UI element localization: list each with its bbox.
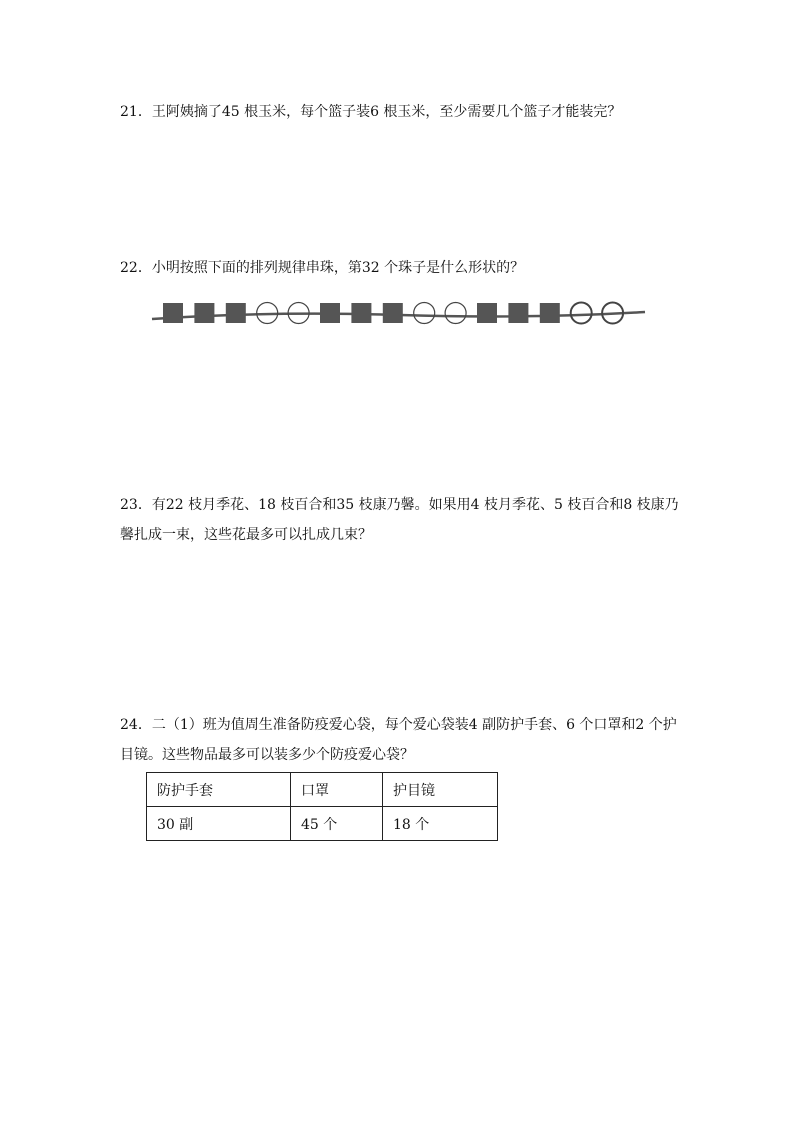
bead-square [320, 303, 340, 323]
bead-circle [445, 303, 466, 324]
cell-goggles: 18 个 [383, 807, 498, 841]
table-row [147, 807, 498, 841]
bead-square [194, 303, 214, 323]
question-21: 21．王阿姨摘了45 根玉米，每个篮子装6 根玉米，至少需要几个篮子才能装完？ [120, 104, 622, 120]
bead-circle [414, 303, 435, 324]
bead-group [163, 303, 623, 324]
header-gloves: 防护手套 [147, 773, 291, 807]
bead-square [383, 303, 403, 323]
cell-gloves: 30 副 [147, 807, 291, 841]
cell-masks: 45 个 [291, 807, 383, 841]
bead-square [351, 303, 371, 323]
bead-square [226, 303, 246, 323]
supply-table [146, 772, 498, 841]
bead-square [163, 303, 183, 323]
bead-square [508, 303, 528, 323]
header-masks: 口罩 [291, 773, 383, 807]
bead-string-figure [150, 295, 650, 331]
table-header-row [147, 773, 498, 807]
header-goggles: 护目镜 [383, 773, 498, 807]
question-22: 22．小明按照下面的排列规律串珠，第32 个珠子是什么形状的？ [120, 260, 525, 276]
bead-square [540, 303, 560, 323]
question-23: 23．有22 枝月季花、18 枝百合和35 枝康乃馨。如果用4 枝月季花、5 枝百合和8 枝康乃馨扎成一束，这些花最多可以扎成几束？ [120, 497, 679, 543]
bead-square [477, 303, 497, 323]
bead-circle [571, 303, 592, 324]
question-24: 24．二（1）班为值周生准备防疫爱心袋，每个爱心袋装4 副防护手套、6 个口罩和2 个护目镜。这些物品最多可以装多少个防疫爱心袋？ [120, 717, 677, 763]
